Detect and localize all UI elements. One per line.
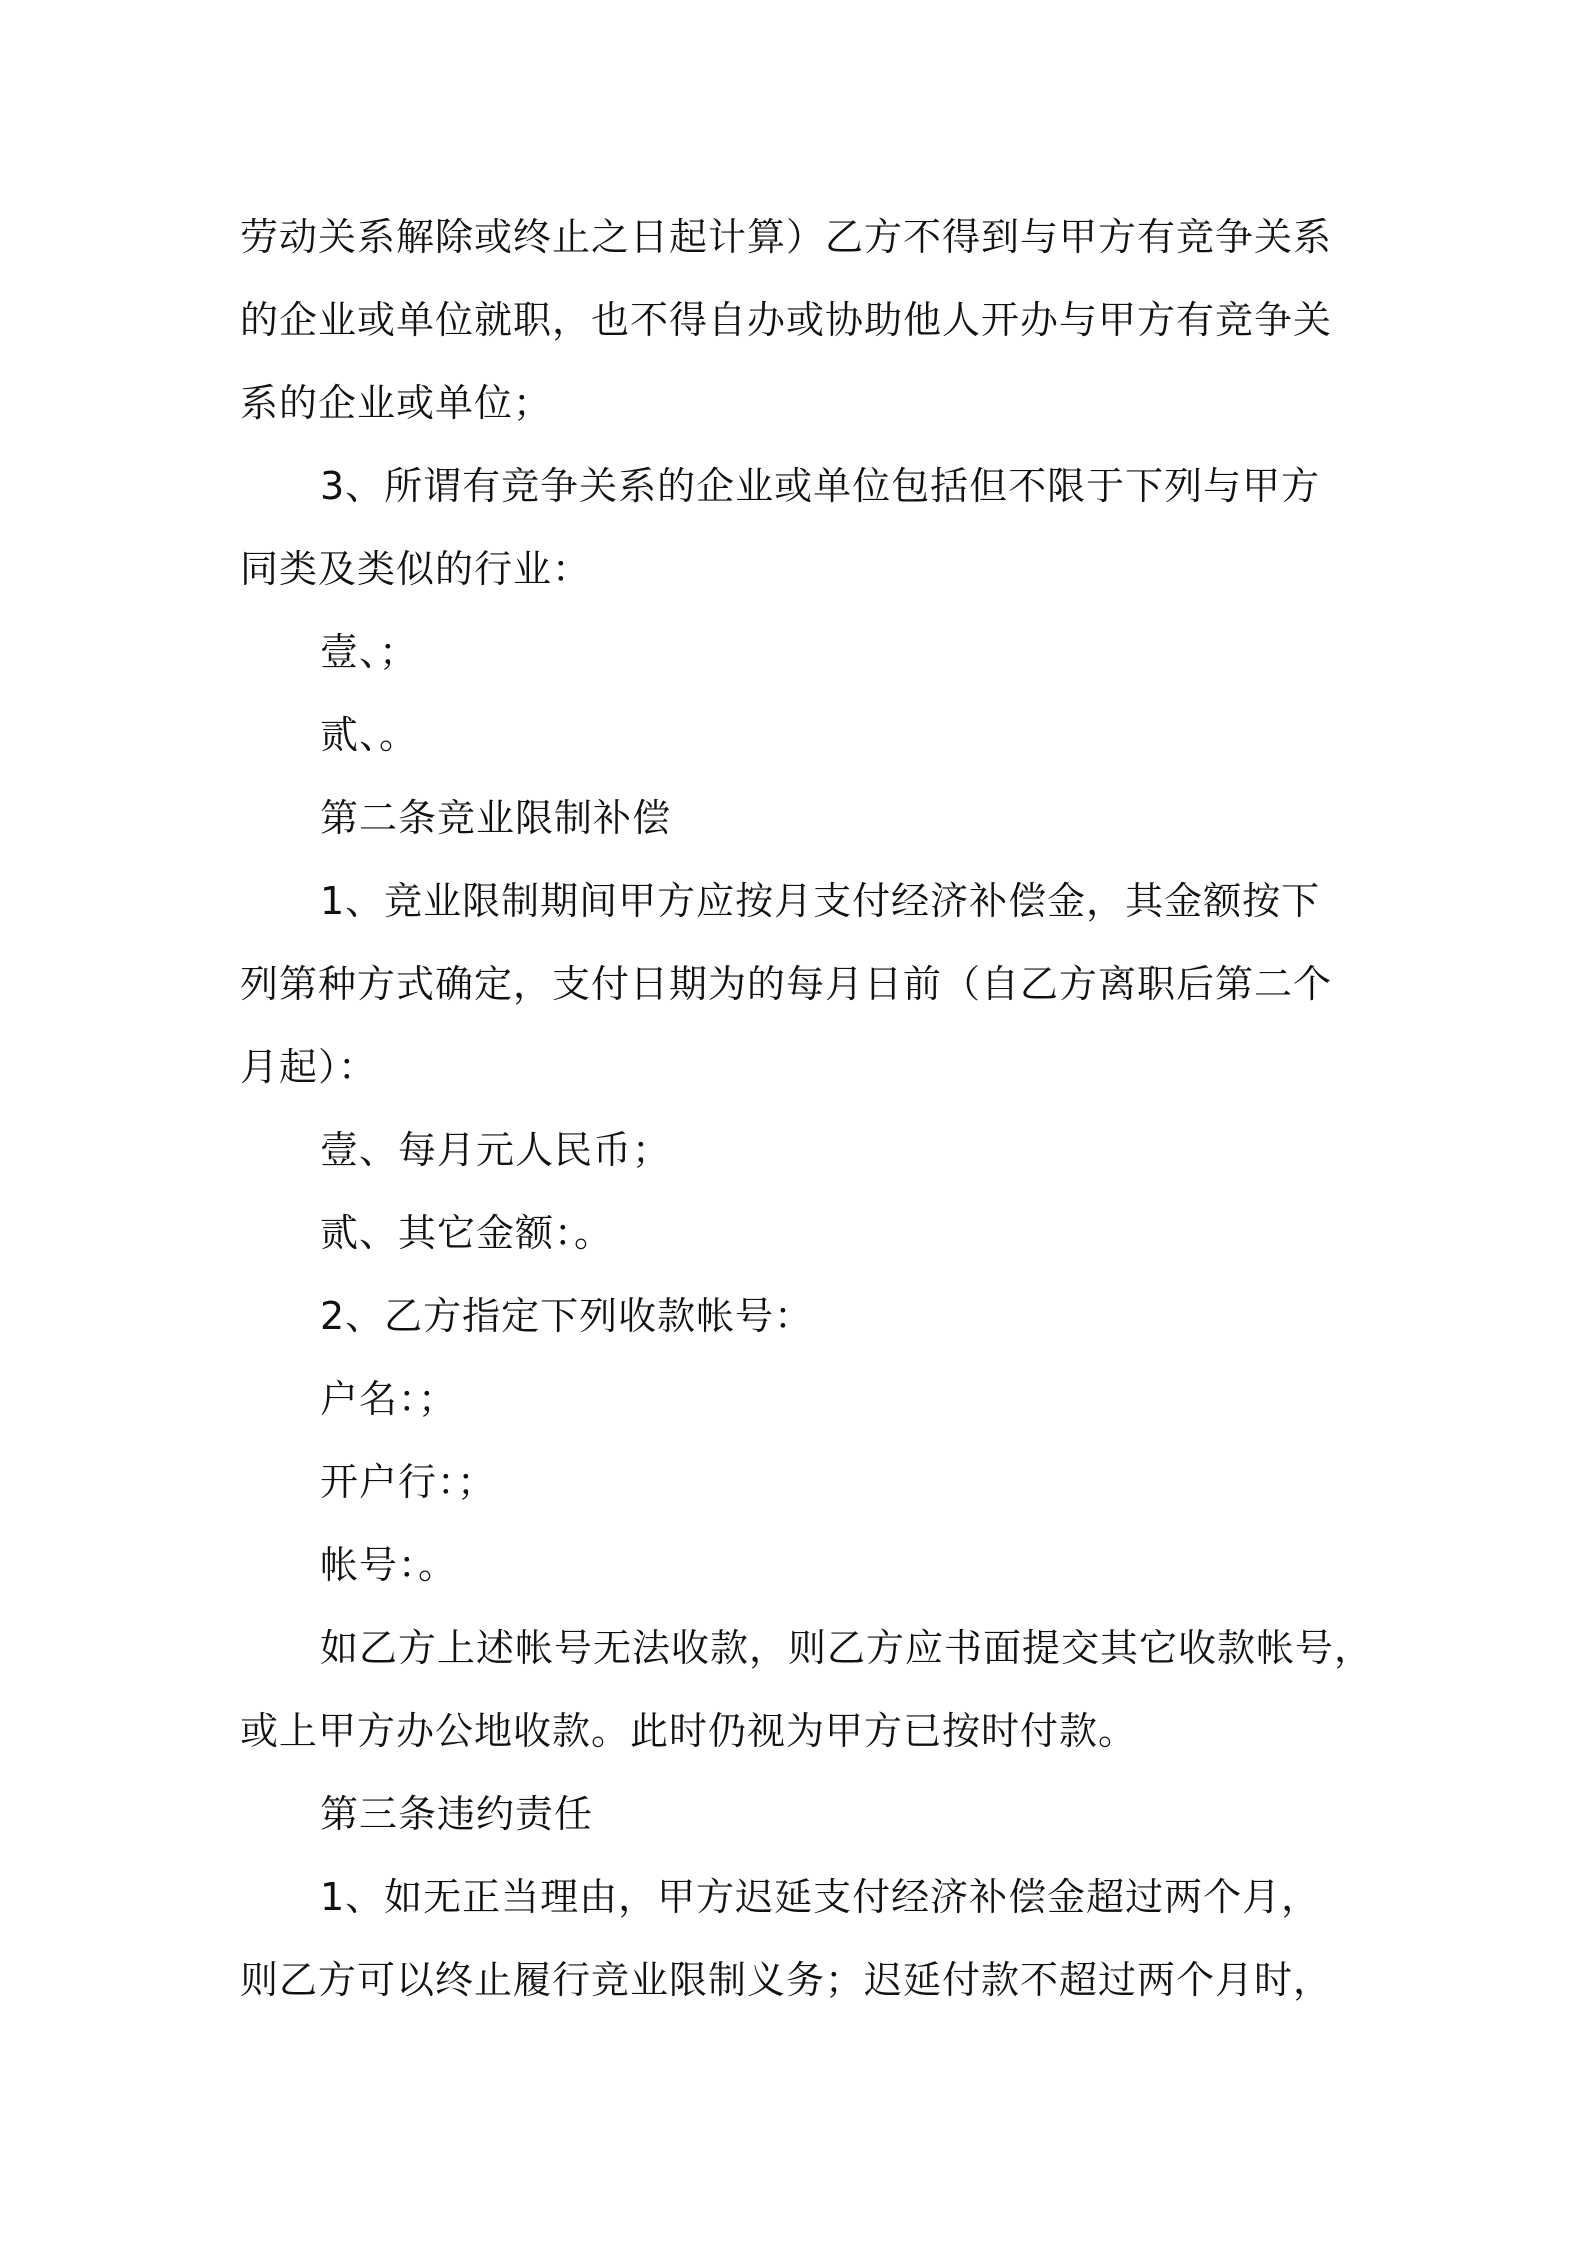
text-line: 壹、； [320, 630, 419, 674]
document-body [240, 196, 1380, 2022]
text-line: 如乙方上述帐号无法收款，则乙方应书面提交其它收款帐号， [320, 1626, 1374, 1670]
text-line: 壹、每月元人民币； [320, 1128, 672, 1172]
section-heading: 第二条竞业限制补偿 [320, 796, 672, 840]
text-line: 贰、其它金额：。 [320, 1211, 614, 1255]
text-line: 1、竞业限制期间甲方应按月支付经济补偿金，其金额按下 [320, 879, 1321, 923]
text-line: 列第种方式确定，支付日期为的每月日前（自乙方离职后第二个 [240, 962, 1333, 1006]
text-line: 系的企业或单位； [240, 381, 553, 425]
text-line: 贰、。 [320, 713, 419, 757]
text-line: 月起）： [240, 1045, 378, 1089]
text-line: 劳动关系解除或终止之日起计算）乙方不得到与甲方有竞争关系 [240, 215, 1333, 259]
text-line: 或上甲方办公地收款。此时仍视为甲方已按时付款。 [240, 1709, 1138, 1753]
text-line: 3、所谓有竞争关系的企业或单位包括但不限于下列与甲方 [320, 464, 1321, 508]
text-line: 同类及类似的行业： [240, 547, 592, 591]
text-line: 2、乙方指定下列收款帐号： [320, 1294, 814, 1338]
text-line: 开户行：； [320, 1460, 497, 1504]
section-heading: 第三条违约责任 [320, 1792, 594, 1836]
text-line: 户名：； [320, 1377, 458, 1421]
text-line: 则乙方可以终止履行竞业限制义务；迟延付款不超过两个月时， [240, 1958, 1333, 2002]
text-line: 1、如无正当理由，甲方迟延支付经济补偿金超过两个月， [320, 1875, 1321, 1919]
text-line: 帐号：。 [320, 1543, 458, 1587]
text-line: 的企业或单位就职，也不得自办或协助他人开办与甲方有竞争关 [240, 298, 1333, 342]
